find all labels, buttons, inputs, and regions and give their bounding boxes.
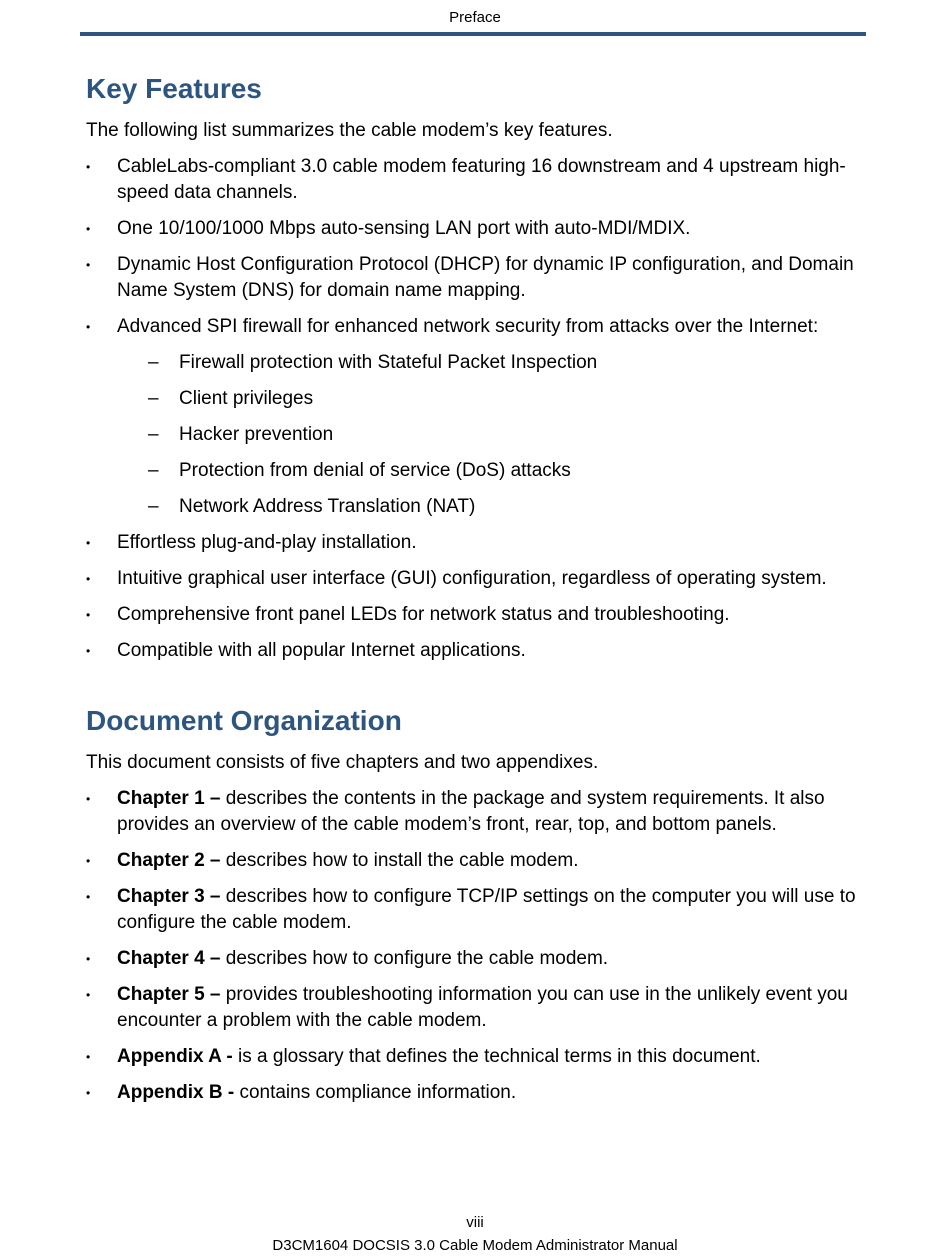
list-item: [86, 314, 866, 520]
bullet-icon: •: [86, 258, 91, 272]
bullet-icon: •: [86, 320, 91, 334]
list-item: [86, 638, 866, 664]
page-number: viii: [466, 1214, 484, 1231]
list-item-text: Comprehensive front panel LEDs for network status and troubleshooting.: [117, 604, 730, 625]
bullet-icon: •: [86, 1050, 91, 1064]
list-item: [86, 602, 866, 628]
key-features-heading: Key Features: [86, 73, 262, 104]
bullet-icon: •: [86, 644, 91, 658]
dash-icon: –: [148, 424, 159, 445]
chapter-description: describes how to install the cable modem.: [220, 850, 579, 871]
appendix-lead: Appendix B -: [117, 1082, 235, 1103]
header-rule: [80, 32, 866, 36]
sub-list-item: [117, 422, 866, 448]
chapter-description: describes how to configure TCP/IP settings on the computer you will use to configure the cable modem.: [117, 886, 856, 933]
document-organization-intro: This document consists of five chapters and two appendixes.: [86, 752, 599, 773]
chapter-item: [86, 848, 866, 874]
chapter-lead: Chapter 2 –: [117, 850, 221, 871]
dash-icon: –: [148, 496, 159, 517]
list-item-text: CableLabs-compliant 3.0 cable modem featuring 16 downstream and 4 upstream high-speed data channels.: [117, 156, 846, 203]
list-item: [86, 566, 866, 592]
list-item-text: Advanced SPI firewall for enhanced network security from attacks over the Internet:: [117, 316, 819, 337]
firewall-sublist: [117, 350, 866, 520]
list-item-text: Effortless plug-and-play installation.: [117, 532, 417, 553]
sub-list-item-text: Network Address Translation (NAT): [179, 496, 476, 517]
list-item: [86, 154, 866, 206]
key-features-list: [86, 154, 866, 664]
chapter-item: [86, 982, 866, 1034]
chapter-description: provides troubleshooting information you can use in the unlikely event you encounter a problem with the cable modem.: [117, 984, 848, 1031]
manual-title: D3CM1604 DOCSIS 3.0 Cable Modem Administrator Manual: [272, 1237, 678, 1254]
chapter-lead: Chapter 1 –: [117, 788, 221, 809]
list-item: [86, 216, 866, 242]
appendix-item: [86, 1044, 866, 1070]
sub-list-item: [117, 350, 866, 376]
list-item: [86, 530, 866, 556]
sub-list-item: [117, 458, 866, 484]
chapter-item: [86, 884, 866, 936]
sub-list-item-text: Hacker prevention: [179, 424, 334, 445]
list-item: [86, 252, 866, 304]
chapter-item: [86, 946, 866, 972]
sub-list-item: [117, 386, 866, 412]
running-header: Preface: [449, 9, 501, 26]
sub-list-item: [117, 494, 866, 520]
sub-list-item-text: Firewall protection with Stateful Packet Inspection: [179, 352, 598, 373]
dash-icon: –: [148, 352, 159, 373]
chapter-item: [86, 786, 866, 838]
chapter-description: describes how to configure the cable modem.: [220, 948, 609, 969]
chapter-lead: Chapter 3 –: [117, 886, 221, 907]
bullet-icon: •: [86, 222, 91, 236]
sub-list-item-text: Protection from denial of service (DoS) attacks: [179, 460, 571, 481]
list-item-text: Dynamic Host Configuration Protocol (DHCP) for dynamic IP configuration, and Domain Name System (DNS) for domain name mapping.: [117, 254, 854, 301]
bullet-icon: •: [86, 952, 91, 966]
bullet-icon: •: [86, 792, 91, 806]
bullet-icon: •: [86, 536, 91, 550]
bullet-icon: •: [86, 1086, 91, 1100]
list-item-text: One 10/100/1000 Mbps auto-sensing LAN port with auto-MDI/MDIX.: [117, 218, 691, 239]
section-spacer: [86, 664, 866, 702]
bullet-icon: •: [86, 572, 91, 586]
page-content: [86, 70, 866, 1106]
appendix-item: [86, 1080, 866, 1106]
chapter-list: [86, 786, 866, 1106]
appendix-description: contains compliance information.: [234, 1082, 517, 1103]
bullet-icon: •: [86, 854, 91, 868]
list-item-text: Intuitive graphical user interface (GUI) configuration, regardless of operating system.: [117, 568, 827, 589]
key-features-intro: The following list summarizes the cable modem’s key features.: [86, 120, 613, 141]
document-organization-heading: Document Organization: [86, 705, 402, 736]
dash-icon: –: [148, 460, 159, 481]
bullet-icon: •: [86, 608, 91, 622]
bullet-icon: •: [86, 890, 91, 904]
chapter-lead: Chapter 5 –: [117, 984, 221, 1005]
appendix-description: is a glossary that defines the technical terms in this document.: [232, 1046, 761, 1067]
chapter-lead: Chapter 4 –: [117, 948, 221, 969]
appendix-lead: Appendix A -: [117, 1046, 233, 1067]
dash-icon: –: [148, 388, 159, 409]
sub-list-item-text: Client privileges: [179, 388, 314, 409]
list-item-text: Compatible with all popular Internet applications.: [117, 640, 526, 661]
chapter-description: describes the contents in the package and system requirements. It also provides an overview of the cable modem’s front, rear, top, and bottom panels.: [117, 788, 825, 835]
bullet-icon: •: [86, 160, 91, 174]
bullet-icon: •: [86, 988, 91, 1002]
